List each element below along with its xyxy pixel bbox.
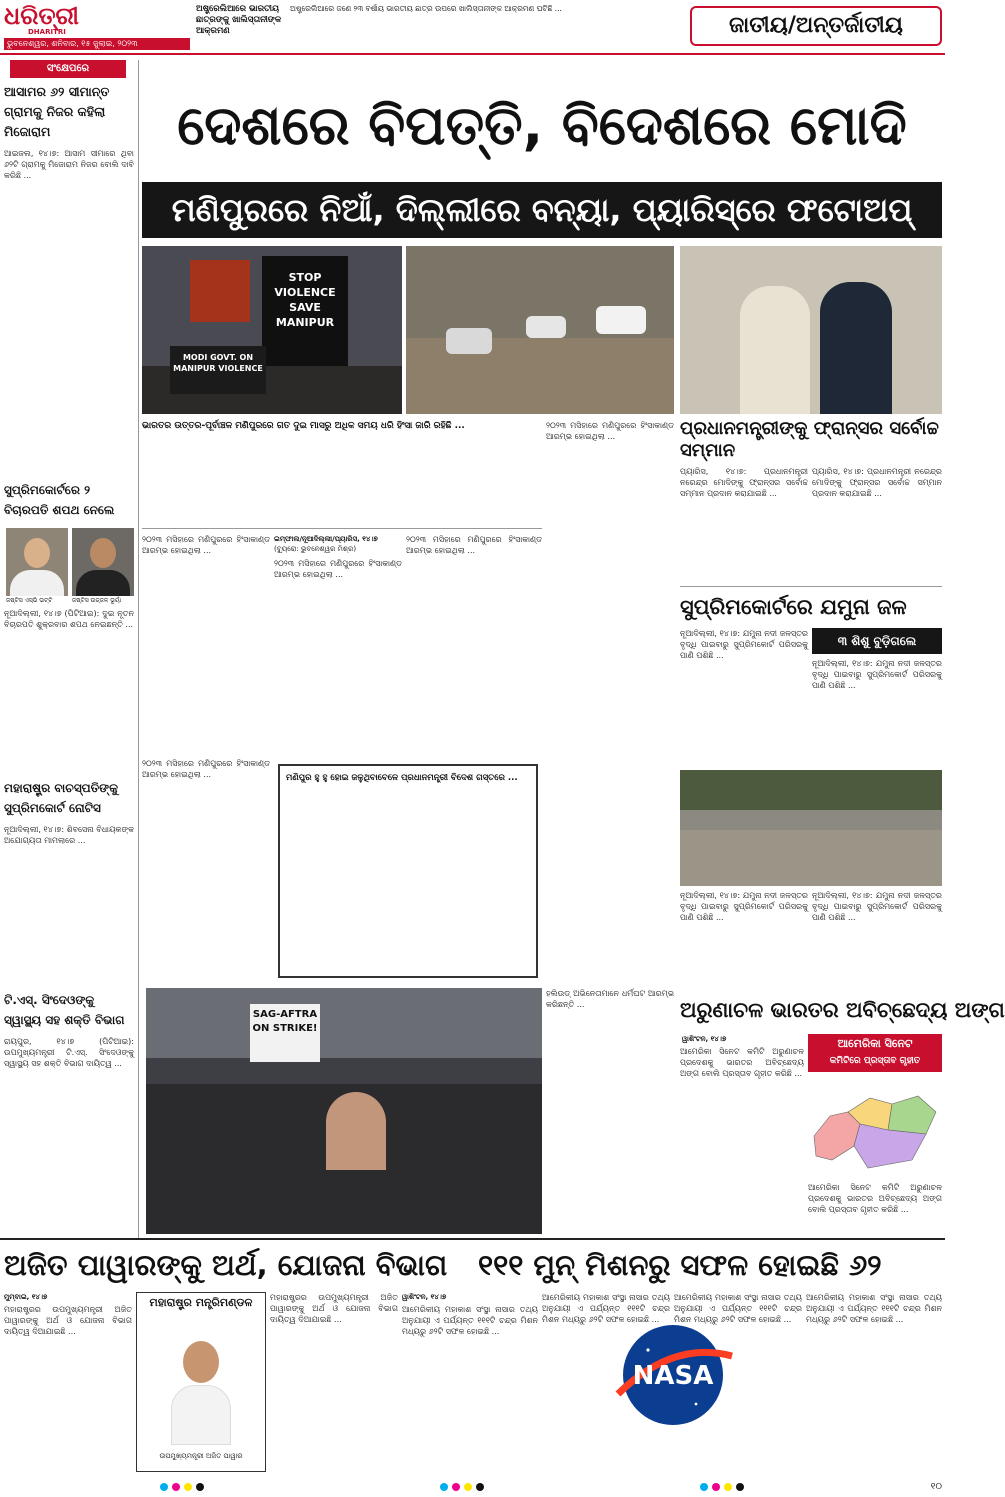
judge-photo-2	[72, 528, 134, 596]
lead-box: ମଣିପୁର ହୁ ହୁ ହୋଇ ଜଳୁଥିବାବେଳେ ପ୍ରଧାନମନ୍ତ୍ରୀ ବିଦେଶ ଗସ୍ତରେ ...	[278, 764, 538, 978]
arunachal-map-svg	[808, 1076, 942, 1180]
france-headline: ପ୍ରଧାନମନ୍ତ୍ରୀଙ୍କୁ ଫ୍ରାନ୍ସର ସର୍ବୋଚ୍ଚ ସମ୍ମାନ	[680, 418, 939, 461]
judge-photo-2-face	[90, 538, 116, 568]
arunachal-box-line2: କମିଟିରେ ପ୍ରସ୍ତାବ ଗୃହୀତ	[829, 1056, 921, 1066]
pawar-body-col-1: ମହାରାଷ୍ଟ୍ରର ଉପମୁଖ୍ୟମନ୍ତ୍ରୀ ଅଜିତ ପାୱାରଙ୍କୁ ଅର୍ଥ ଓ ଯୋଜନା ବିଭାଗ ଦାୟିତ୍ୱ ଦିଆଯାଇଛି ...	[4, 1305, 132, 1336]
moon-body-col-3: ଆମେରିକୀୟ ମହାକାଶ ସଂସ୍ଥା ନାସାର ତଥ୍ୟ ଅନୁଯାୟୀ ଏ ପର୍ଯ୍ୟନ୍ତ ୧୧୧ଟି ଚନ୍ଦ୍ର ମିଶନ ମଧ୍ୟରୁ ୬୨ଟି ସଫଳ ହୋଇଛି ...	[674, 1293, 802, 1324]
lead-body-col-3: ୨୦୨୩ ମସିହାରେ ମଣିପୁରରେ ହିଂସାକାଣ୍ଡ ଆରମ୍ଭ ହୋଇଥିଲା ...	[406, 535, 542, 555]
page-number: ୧୦	[930, 1482, 942, 1492]
judge-photo-1-suit	[10, 570, 64, 596]
brief-1-body: ଆଇଜଲ, ୧୪।୭: ଆସାମ ସୀମାରେ ଥିବା ୬୨ଟି ଗ୍ରାମକୁ ମିଜୋରାମ ନିଜର ବୋଲି ଦାବି କରିଛି ...	[4, 149, 134, 180]
fire-banner	[190, 260, 250, 322]
moon-headline: ୧୧୧ ମୁନ୍ ମିଶନରୁ ସଫଳ ହୋଇଛି ୬୨	[478, 1248, 882, 1282]
color-dot-magenta	[172, 1483, 180, 1491]
arunachal-body-col-2: ଆମେରିକା ସିନେଟ କମିଟି ଅରୁଣାଚଳ ପ୍ରଦେଶକୁ ଭାରତର ଅବିଚ୍ଛେଦ୍ୟ ଅଙ୍ଗ ବୋଲି ପ୍ରସ୍ତାବ ଗୃହୀତ କରିଛି ...	[808, 1183, 942, 1214]
brief-3-title: ମହାରାଷ୍ଟ୍ର ବାଚସ୍ପତିଙ୍କୁ ସୁପ୍ରିମକୋର୍ଟ ନୋଟିସ	[4, 781, 118, 815]
strike-photo	[146, 988, 542, 1234]
lead-byline: (ବ୍ୟୁରୋ: ଭୁବନେଶ୍ୱର ମିଶ୍ର)	[274, 545, 357, 553]
color-dot-cyan-3	[700, 1483, 708, 1491]
briefs-divider	[138, 60, 139, 1240]
pawar-box-title: ମହାରାଷ୍ଟ୍ର ମନ୍ତ୍ରିମଣ୍ଡଳ	[149, 1296, 253, 1309]
yamuna-flood-photo	[680, 770, 942, 886]
manipur-protest-photo	[142, 246, 402, 414]
lead-headline: ଦେଶରେ ବିପତ୍ତି, ବିଦେଶରେ ମୋଦି	[177, 94, 907, 157]
modi-figure	[740, 286, 810, 414]
color-dot-magenta-3	[712, 1483, 720, 1491]
strike-backdrop	[146, 988, 542, 1058]
pawar-headline: ଅଜିତ ପାୱାରଙ୍କୁ ଅର୍ଥ, ଯୋଜନା ବିଭାଗ	[4, 1248, 448, 1282]
yamuna-body-col-4: ନୂଆଦିଲ୍ଲୀ, ୧୪।୭: ଯମୁନା ନଦୀ ଜଳସ୍ତର ବୃଦ୍ଧି ପାଇବାରୁ ସୁପ୍ରିମକୋର୍ଟ ପରିସରକୁ ପାଣି ପଶିଛି ...	[812, 891, 942, 922]
summary-rule	[142, 528, 542, 529]
logo	[4, 2, 88, 30]
masthead-date: ଭୁବନେଶ୍ୱର, ଶନିବାର, ୧୫ ଜୁଲାଇ, ୨୦୨୩	[4, 38, 190, 50]
section-label: ଜାତୀୟ/ଅନ୍ତର୍ଜାତୀୟ	[690, 6, 942, 46]
masthead	[0, 0, 945, 52]
pawar-body	[171, 1385, 231, 1445]
judge-caption-2: ଜଷ୍ଟିସ ଉଜ୍ଜଳ ଭୂୟାଁ	[72, 597, 122, 604]
briefs-column	[4, 60, 136, 1240]
lead-strap: ମଣିପୁରରେ ନିଆଁ, ଦିଲ୍ଲୀରେ ବନ୍ୟା, ପ୍ୟାରିସ୍‌ରେ ଫଟୋଅପ୍	[142, 182, 942, 238]
moon-body-col-1: ଆମେରିକୀୟ ମହାକାଶ ସଂସ୍ଥା ନାସାର ତଥ୍ୟ ଅନୁଯାୟୀ ଏ ପର୍ଯ୍ୟନ୍ତ ୧୧୧ଟି ଚନ୍ଦ୍ର ମିଶନ ମଧ୍ୟରୁ ୬୨ଟି ସଫଳ ହୋଇଛି ...	[402, 1305, 538, 1336]
france-body-col-1: ପ୍ୟାରିସ, ୧୪।୭: ପ୍ରଧାନମନ୍ତ୍ରୀ ନରେନ୍ଦ୍ର ମୋଦିଙ୍କୁ ଫ୍ରାନ୍ସର ସର୍ବୋଚ୍ଚ ସମ୍ମାନ ପ୍ରଦାନ କରାଯାଇଛି ...	[680, 467, 808, 498]
briefs-label: ସଂକ୍ଷେପରେ	[10, 60, 126, 78]
color-dot-black-3	[736, 1483, 744, 1491]
placard-stop-violence: STOP VIOLENCE SAVE MANIPUR	[262, 256, 348, 366]
lead-summary: ଭାରତର ଉତ୍ତର-ପୂର୍ବାଞ୍ଚଳ ମଣିପୁରରେ ଗତ ଦୁଇ ମାସରୁ ଅଧିକ ସମୟ ଧରି ହିଂସା ଜାରି ରହିଛି ...	[142, 421, 465, 431]
strike-speaker	[326, 1092, 386, 1170]
masthead-rule	[0, 53, 945, 55]
nasa-logo-text: NASA	[632, 1361, 714, 1391]
color-dot-black-2	[476, 1483, 484, 1491]
footer-registration-bar	[0, 1480, 945, 1494]
judge-caption-1: ଜଷ୍ଟିସ ଏସ୍ଭି ଭଟ୍ଟି	[6, 597, 53, 604]
strike-body: ହଲିଉଡ୍ ଅଭିନେତାମାନେ ଧର୍ମଘଟ ଆରମ୍ଭ କରିଛନ୍ତି ...	[546, 989, 674, 1009]
lead-body-col-1: ୨୦୨୩ ମସିହାରେ ମଣିପୁରରେ ହିଂସାକାଣ୍ଡ ଆରମ୍ଭ ହୋଇଥିଲା ...	[142, 535, 270, 555]
judge-photo-1-face	[24, 538, 50, 568]
yamuna-headline: ସୁପ୍ରିମକୋର୍ଟରେ ଯମୁନା ଜଳ	[680, 595, 907, 619]
color-dot-yellow-3	[724, 1483, 732, 1491]
yamuna-body-col-3: ନୂଆଦିଲ୍ଲୀ, ୧୪।୭: ଯମୁନା ନଦୀ ଜଳସ୍ତର ବୃଦ୍ଧି ପାଇବାରୁ ସୁପ୍ରିମକୋର୍ଟ ପରିସରକୁ ପାଣି ପଶିଛି ...	[680, 891, 808, 922]
nasa-logo-star	[646, 1348, 649, 1351]
judge-photo-1	[6, 528, 68, 596]
color-dot-magenta-2	[452, 1483, 460, 1491]
brief-2-title: ସୁପ୍ରିମକୋର୍ଟରେ ୨ ବିଚାରପତି ଶପଥ ନେଲେ	[4, 483, 115, 517]
judge-photo-2-suit	[76, 570, 130, 596]
yamuna-body-col-1: ନୂଆଦିଲ୍ଲୀ, ୧୪।୭: ଯମୁନା ନଦୀ ଜଳସ୍ତର ବୃଦ୍ଧି ପାଇବାରୁ ସୁପ୍ରିମକୋର୍ଟ ପରିସରକୁ ପାଣି ପଶିଛି ...	[680, 629, 808, 660]
yamuna-trees	[680, 770, 942, 810]
france-body-col-2: ପ୍ୟାରିସ, ୧୪।୭: ପ୍ରଧାନମନ୍ତ୍ରୀ ନରେନ୍ଦ୍ର ମୋଦିଙ୍କୁ ଫ୍ରାନ୍ସର ସର୍ବୋଚ୍ଚ ସମ୍ମାନ ପ୍ରଦାନ କରାଯାଇଛି ...	[812, 467, 942, 498]
color-dot-cyan-2	[440, 1483, 448, 1491]
pawar-body-col-2: ମହାରାଷ୍ଟ୍ରର ଉପମୁଖ୍ୟମନ୍ତ୍ରୀ ଅଜିତ ପାୱାରଙ୍କୁ ଅର୍ଥ ଓ ଯୋଜନା ବିଭାଗ ଦାୟିତ୍ୱ ଦିଆଯାଇଛି ...	[270, 1293, 398, 1324]
moon-body-col-2: ଆମେରିକୀୟ ମହାକାଶ ସଂସ୍ଥା ନାସାର ତଥ୍ୟ ଅନୁଯାୟୀ ଏ ପର୍ଯ୍ୟନ୍ତ ୧୧୧ଟି ଚନ୍ଦ୍ର ମିଶନ ମଧ୍ୟରୁ ୬୨ଟି ସଫଳ ହୋଇଛି ...	[542, 1293, 670, 1324]
strike-sign: SAG-AFTRA ON STRIKE!	[250, 1004, 320, 1062]
arunachal-box	[808, 1034, 942, 1072]
color-dot-yellow	[184, 1483, 192, 1491]
logo-text: ଧରିତ୍ରୀ	[4, 2, 79, 30]
map-region-east	[888, 1096, 936, 1134]
bottom-top-rule	[0, 1238, 945, 1240]
france-rule	[680, 586, 942, 587]
brief-4-title: ଟି.ଏସ୍. ସିଂଦେଓଙ୍କୁ ସ୍ୱାସ୍ଥ୍ୟ ସହ ଶକ୍ତି ବିଭାଗ	[4, 993, 125, 1027]
map-region-west	[814, 1112, 860, 1160]
brief-3-body: ନୂଆଦିଲ୍ଲୀ, ୧୪।୭: ଶିବସେନା ବିଧାୟକଙ୍କ ଅଯୋଗ୍ୟତା ମାମଲାରେ ...	[4, 825, 134, 845]
masthead-teaser: ଅଷ୍ଟ୍ରେଲିଆରେ ଭାରତୀୟ ଛାତ୍ରଙ୍କୁ ଖାଲିସ୍ତାନୀଙ୍କ ଆକ୍ରମଣ	[196, 4, 282, 36]
moon-dateline: ୱାଶିଂଟନ, ୧୪।୭	[402, 1293, 447, 1301]
arunachal-body-col-1: ଆମେରିକା ସିନେଟ କମିଟି ଅରୁଣାଚଳ ପ୍ରଦେଶକୁ ଭାରତର ଅବିଚ୍ଛେଦ୍ୟ ଅଙ୍ଗ ବୋଲି ପ୍ରସ୍ତାବ ଗୃହୀତ କରିଛି ...	[680, 1047, 804, 1078]
moon-body-col-4: ଆମେରିକୀୟ ମହାକାଶ ସଂସ୍ଥା ନାସାର ତଥ୍ୟ ଅନୁଯାୟୀ ଏ ପର୍ଯ୍ୟନ୍ତ ୧୧୧ଟି ଚନ୍ଦ୍ର ମିଶନ ମଧ୍ୟରୁ ୬୨ଟି ସଫଳ ହୋଇଛି ...	[806, 1293, 942, 1324]
arunachal-box-line1: ଆମେରିକା ସିନେଟ	[837, 1037, 913, 1050]
yamuna-water	[680, 830, 942, 886]
color-dot-yellow-2	[464, 1483, 472, 1491]
masthead-teaser-body: ଅଷ୍ଟ୍ରେଲିଆରେ ଜଣେ ୨୩ ବର୍ଷୀୟ ଭାରତୀୟ ଛାତ୍ର ଉପରେ ଖାଲିସ୍ତାନୀଙ୍କ ଆକ୍ରମଣ ଘଟିଛି ...	[290, 4, 562, 13]
car-2	[526, 316, 566, 338]
lead-dateline: ଇମ୍ଫାଲ/ନୂଆଦିଲ୍ଲୀ/ପ୍ୟାରିସ, ୧୪।୭	[274, 535, 378, 543]
color-dot-cyan	[160, 1483, 168, 1491]
arunachal-map	[808, 1076, 942, 1180]
logo-sub: DHARITRI	[28, 28, 66, 36]
pawar-face	[183, 1341, 219, 1383]
placard-modi-govt: MODI GOVT. ON MANIPUR VIOLENCE	[170, 346, 266, 394]
car-1	[446, 328, 492, 354]
brief-1-title: ଆସାମର ୬୨ ସୀମାନ୍ତ ଗ୍ରାମକୁ ନିଜର କହିଲା ମିଜୋରାମ	[4, 84, 110, 139]
arunachal-dateline: ୱାଶିଂଟନ, ୧୪।୭	[682, 1035, 727, 1043]
macron-figure	[820, 282, 892, 414]
pawar-caption: ଉପମୁଖ୍ୟମନ୍ତ୍ରୀ ଅଜିତ ପାୱାର	[159, 1452, 243, 1460]
brief-2-body: ନୂଆଦିଲ୍ଲୀ, ୧୪।୭ (ପିଟିଆଇ): ଦୁଇ ନୂତନ ବିଚାରପତି ଶୁକ୍ରବାର ଶପଥ ନେଇଛନ୍ତି ...	[4, 609, 134, 629]
pawar-dateline: ମୁମ୍ବାଇ, ୧୪।୭	[4, 1293, 48, 1301]
lead-body-col-4: ୨୦୨୩ ମସିହାରେ ମଣିପୁରରେ ହିଂସାକାଣ୍ଡ ଆରମ୍ଭ ହୋଇଥିଲା ...	[546, 421, 674, 441]
lead-body-col-2: ୨୦୨୩ ମସିହାରେ ମଣିପୁରରେ ହିଂସାକାଣ୍ଡ ଆରମ୍ଭ ହୋଇଥିଲା ...	[274, 559, 402, 579]
pawar-box	[136, 1292, 266, 1472]
yamuna-sub: ୩ ଶିଶୁ ବୁଡ଼ିଗଲେ	[812, 628, 942, 654]
brief-4-body: ରାୟପୁର, ୧୪।୭ (ପିଟିଆଇ): ଉପମୁଖ୍ୟମନ୍ତ୍ରୀ ଟି.ଏସ୍. ସିଂଦେଓଙ୍କୁ ସ୍ୱାସ୍ଥ୍ୟ ସହ ଶକ୍ତି ବିଭାଗ ଦାୟିତ୍ୱ ...	[4, 1037, 134, 1068]
yamuna-body-col-2: ନୂଆଦିଲ୍ଲୀ, ୧୪।୭: ଯମୁନା ନଦୀ ଜଳସ୍ତର ବୃଦ୍ଧି ପାଇବାରୁ ସୁପ୍ରିମକୋର୍ଟ ପରିସରକୁ ପାଣି ପଶିଛି ...	[812, 659, 942, 690]
car-3	[596, 306, 646, 334]
pawar-photo	[167, 1317, 235, 1445]
modi-macron-photo	[680, 246, 942, 414]
delhi-flood-photo	[406, 246, 674, 414]
color-dot-black	[196, 1483, 204, 1491]
arunachal-headline: ଅରୁଣାଚଳ ଭାରତର ଅବିଚ୍ଛେଦ୍ୟ ଅଙ୍ଗ	[680, 998, 1005, 1022]
lead-body-lower-1: ୨୦୨୩ ମସିହାରେ ମଣିପୁରରେ ହିଂସାକାଣ୍ଡ ଆରମ୍ଭ ହୋଇଥିଲା ...	[142, 759, 270, 779]
